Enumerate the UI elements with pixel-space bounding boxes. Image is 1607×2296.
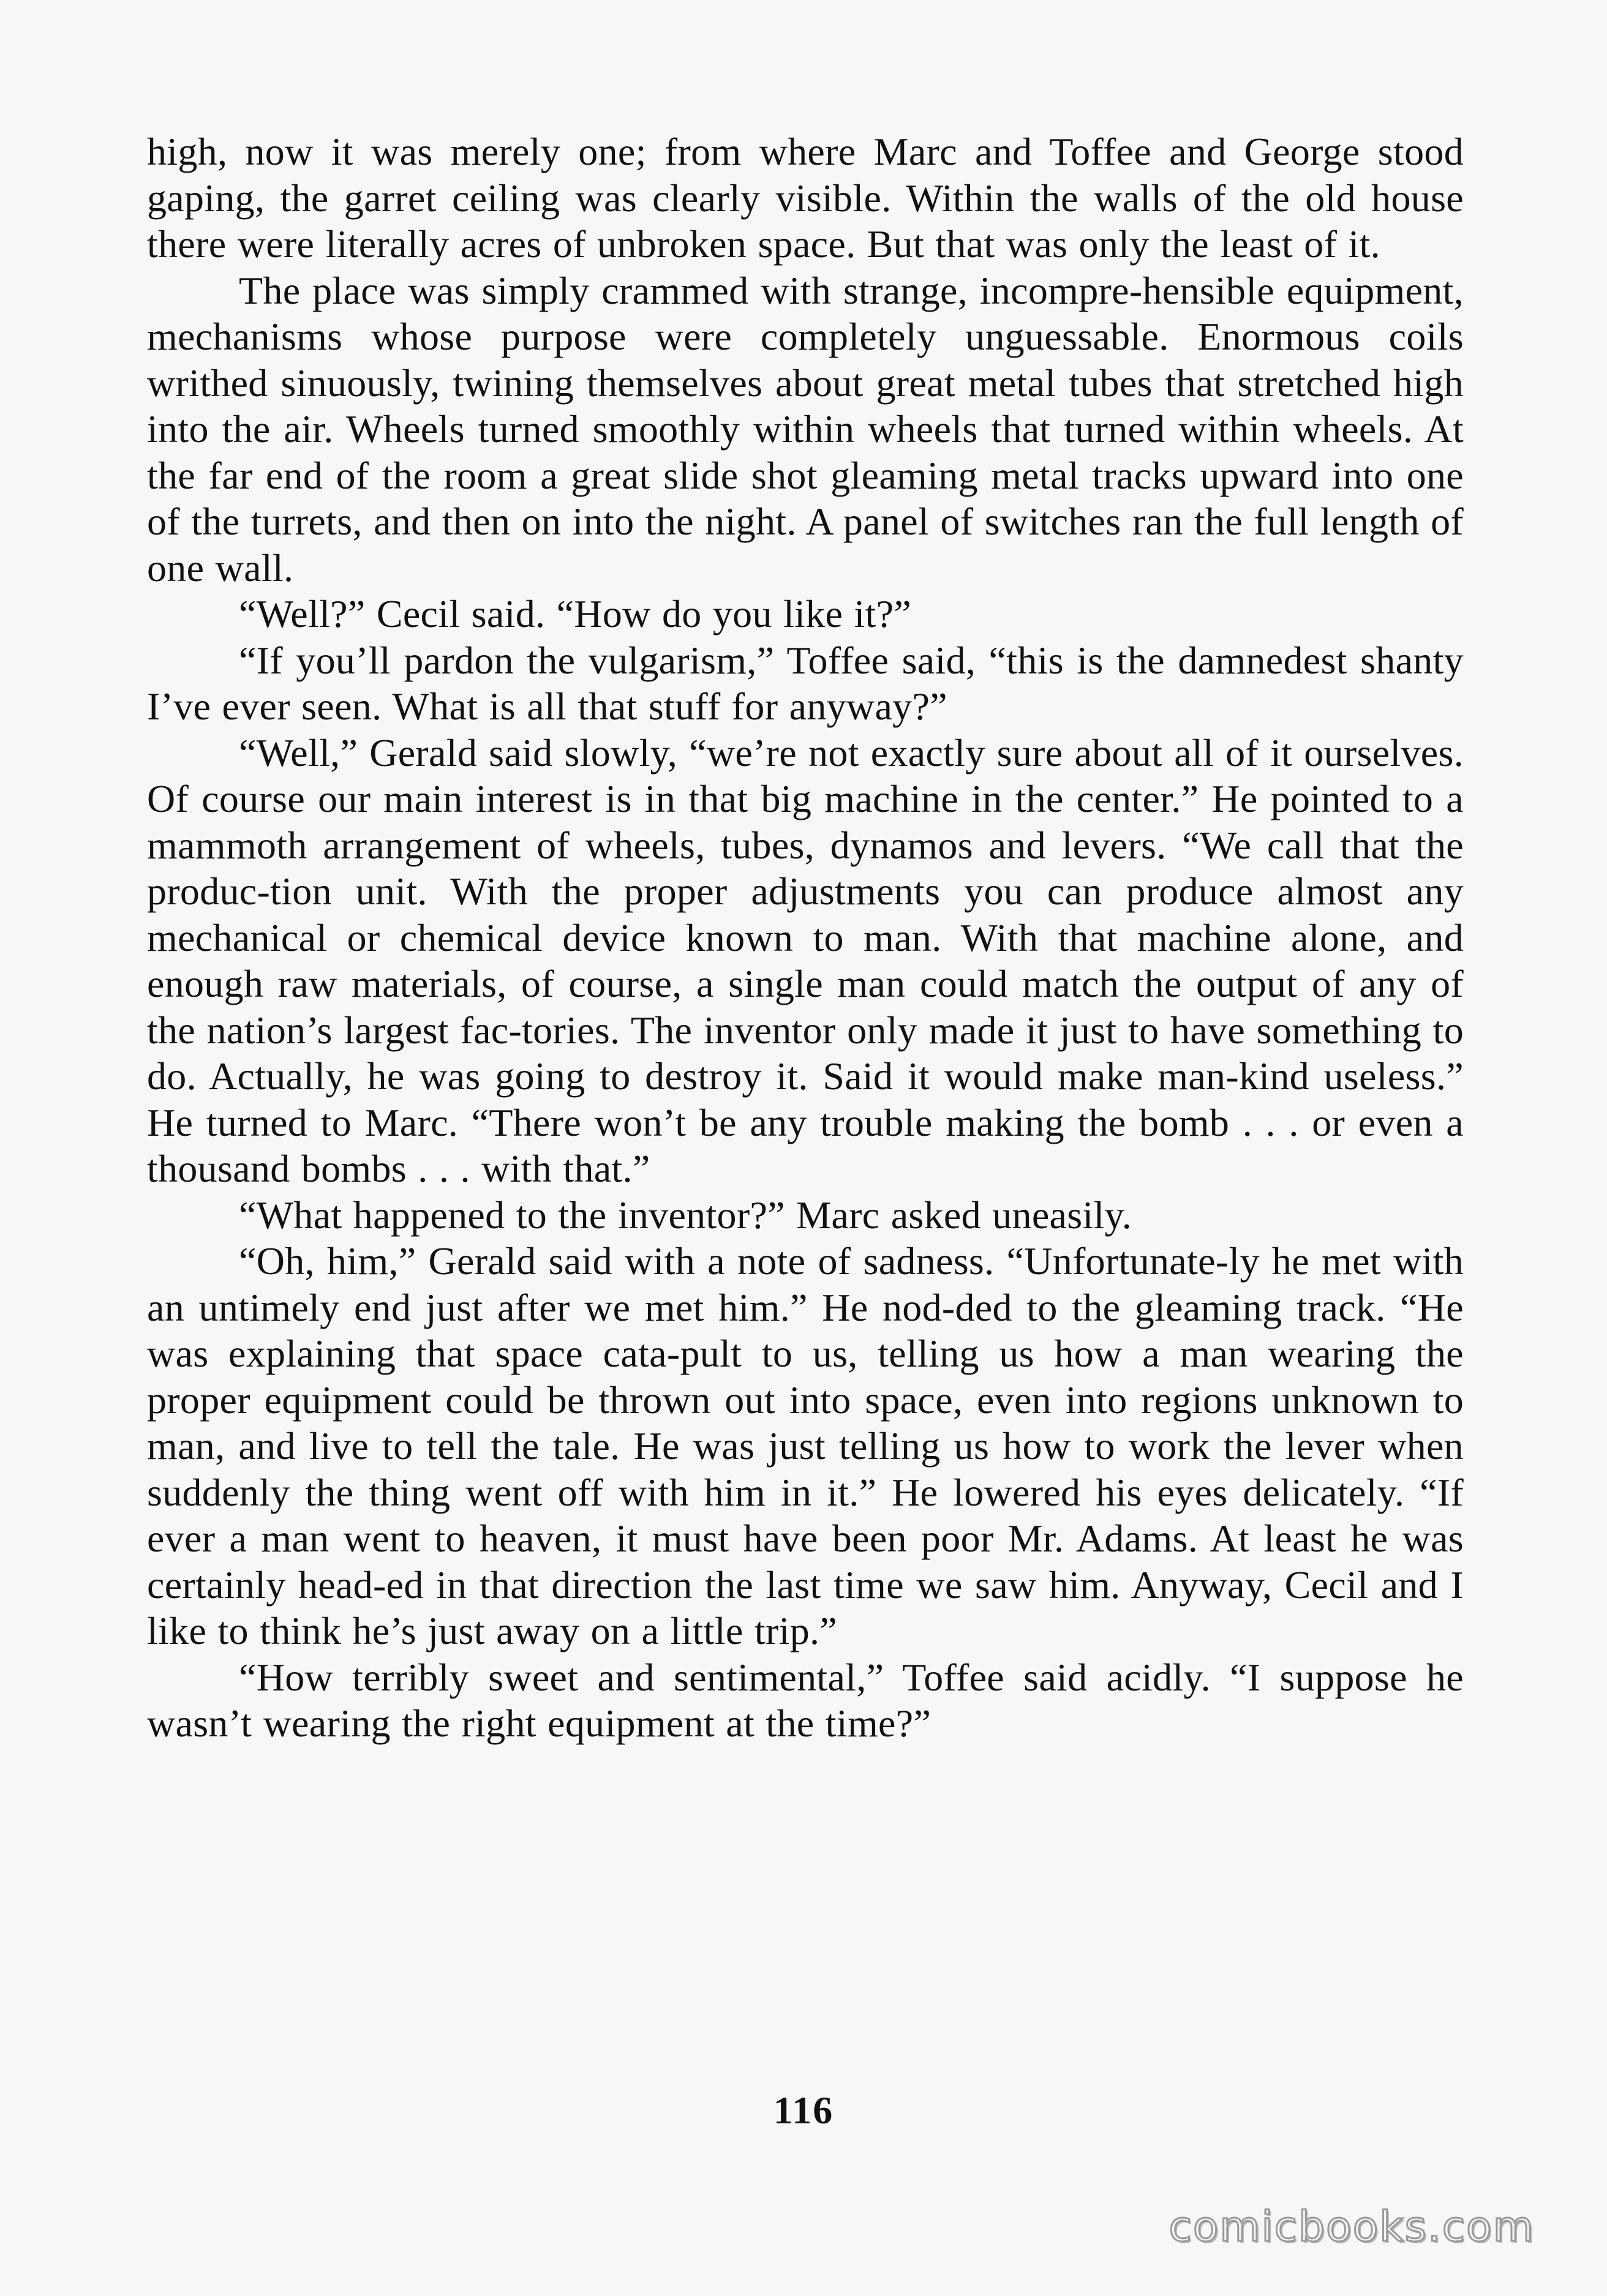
paragraph-6: “What happened to the inventor?” Marc asked uneasily.	[239, 1193, 1132, 1237]
paragraph-2: The place was simply crammed with strange, incompre-hensible equipment, mechanisms whose purpose were completely unguessable. Enormous coils writhed sinuously, twining themselves about great metal tubes that stretched high into the air. Wheels turned smoothly within wheels that turned within wheels. At the far end of the room a great slide shot gleaming metal tracks upward into one of the turrets, and then on into the night. A panel of switches ran the full length of one wall.	[147, 268, 1464, 590]
paragraph-8: “How terribly sweet and sentimental,” Toffee said acidly. “I suppose he wasn’t wearing the right equipment at the time?”	[147, 1655, 1464, 1745]
paragraph-5: “Well,” Gerald said slowly, “we’re not exactly sure about all of it ourselves. Of course our main interest is in that big machine in the center.” He pointed to a mammoth arrangement of wheels, tubes, dynamos and levers. “We call that the produc-tion unit. With the proper adjustments you can produce almost any mechanical or chemical device known to man. With that machine alone, and enough raw materials, of course, a single man could match the output of any of the nation’s largest fac-tories. The inventor only made it just to have something to do. Actually, he was going to destroy it. Said it would make man-kind useless.” He turned to Marc. “There won’t be any trouble making the bomb . . . or even a thousand bombs . . . with that.”	[147, 730, 1464, 1190]
watermark-logo: comicbooks.com	[1169, 2203, 1535, 2251]
paragraph-4: “If you’ll pardon the vulgarism,” Toffee said, “this is the damnedest shanty I’ve ever seen. What is all that stuff for anyway?”	[147, 638, 1464, 728]
page-number: 116	[773, 2088, 834, 2132]
page-body	[147, 129, 1464, 1747]
paragraph-1: high, now it was merely one; from where Marc and Toffee and George stood gaping, the garret ceiling was clearly visible. Within the walls of the old house there were literally acres of unbroken space. But that was only the least of it.	[147, 130, 1464, 266]
paragraph-3: “Well?” Cecil said. “How do you like it?”	[239, 592, 912, 636]
paragraph-7: “Oh, him,” Gerald said with a note of sadness. “Unfortunate-ly he met with an untimely end just after we met him.” He nod-ded to the gleaming track. “He was explaining that space cata-pult to us, telling us how a man wearing the proper equipment could be thrown out into space, even into regions unknown to man, and live to tell the tale. He was just telling us how to work the lever when suddenly the thing went off with him in it.” He lowered his eyes delicately. “If ever a man went to heaven, it must have been poor Mr. Adams. At least he was certainly head-ed in that direction the last time we saw him. Anyway, Cecil and I like to think he’s just away on a little trip.”	[147, 1239, 1464, 1653]
